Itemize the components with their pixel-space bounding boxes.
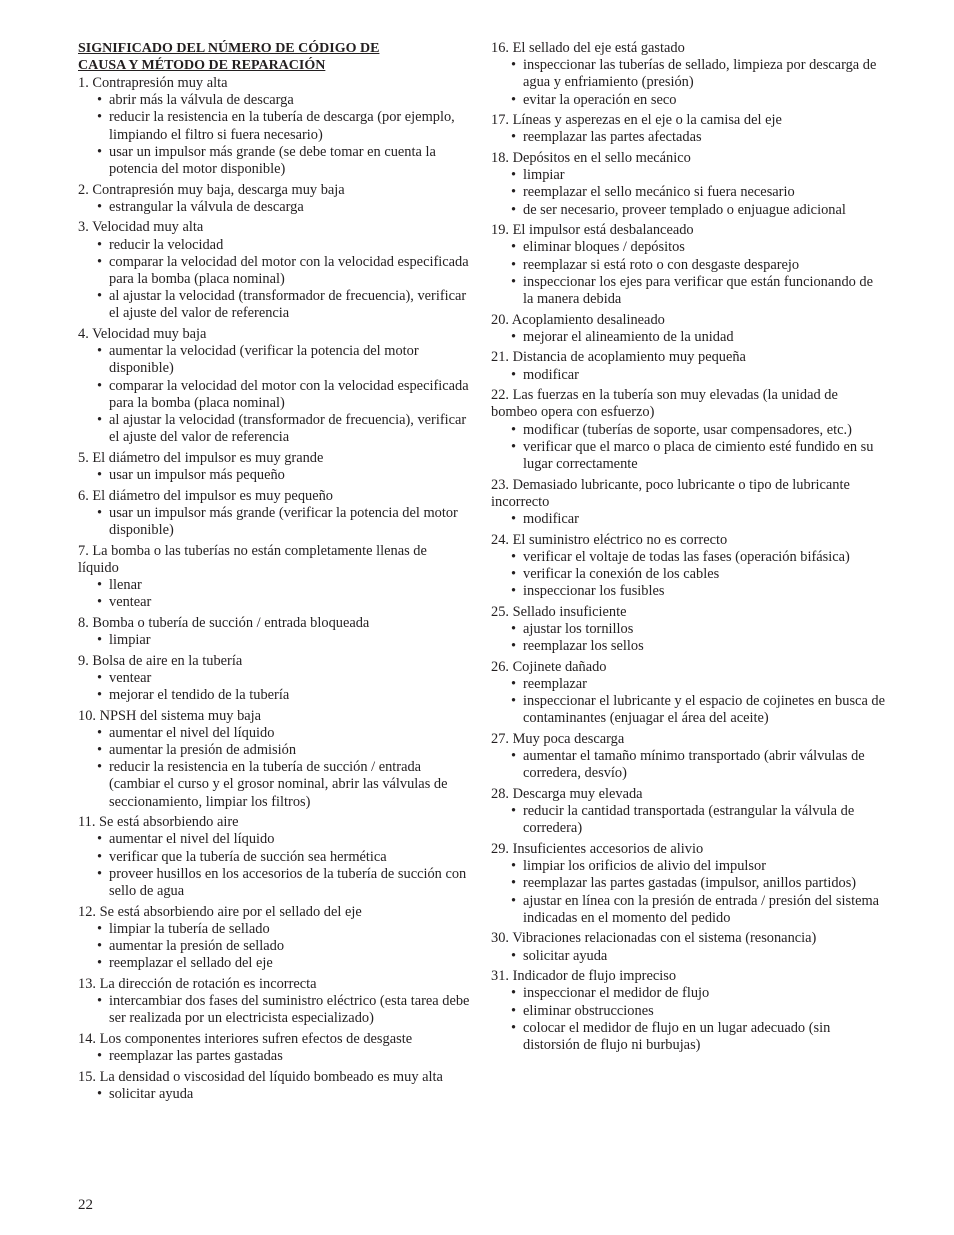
cause-title: 31. Indicador de flujo impreciso: [491, 968, 677, 985]
remedy-item: • mejorar el alineamiento de la unidad: [491, 329, 886, 346]
remedy-list: [491, 239, 886, 308]
cause-item: [491, 930, 886, 964]
cause-item: [491, 968, 886, 1054]
cause-title: 22. Las fuerzas en la tubería son muy elevadas (la unidad de bombeo opera con esfuerzo): [491, 387, 838, 421]
remedy-item: • reemplazar: [491, 676, 886, 693]
remedy-item: • inspeccionar las tuberías de sellado, limpieza por descarga de agua y enfriamiento (presión): [491, 57, 886, 91]
remedy-list: [78, 92, 470, 178]
cause-title: 23. Demasiado lubricante, poco lubricante o tipo de lubricante incorrecto: [491, 476, 850, 510]
remedy-item: • inspeccionar los ejes para verificar que están funcionando de la manera debida: [491, 274, 886, 308]
remedy-item: • reemplazar las partes afectadas: [491, 129, 886, 146]
remedy-item: • aumentar la presión de sellado: [78, 938, 470, 955]
remedy-item: • usar un impulsor más grande (se debe tomar en cuenta la potencia del motor disponible): [78, 144, 470, 178]
remedy-list: [78, 921, 470, 973]
cause-item: [78, 1031, 470, 1065]
remedy-item: • de ser necesario, proveer templado o enjuague adicional: [491, 202, 886, 219]
remedy-list: [78, 993, 470, 1027]
remedy-item: • modificar: [491, 511, 886, 528]
remedy-item: • limpiar: [78, 632, 470, 649]
cause-item: [78, 976, 470, 1028]
remedy-item: • comparar la velocidad del motor con la velocidad especificada para la bomba (placa nominal): [78, 378, 470, 412]
remedy-list: [491, 329, 886, 346]
remedy-item: • mejorar el tendido de la tubería: [78, 687, 470, 704]
cause-title: 14. Los componentes interiores sufren efectos de desgaste: [78, 1030, 413, 1047]
cause-title: 8. Bomba o tubería de succión / entrada bloqueada: [78, 614, 370, 631]
page-number: 22: [78, 1197, 93, 1213]
remedy-item: • colocar el medidor de flujo en un lugar adecuado (sin distorsión de flujo ni burbujas): [491, 1020, 886, 1054]
cause-item: [78, 182, 470, 216]
cause-item: [78, 653, 470, 705]
remedy-item: • inspeccionar los fusibles: [491, 583, 886, 600]
remedy-list: [491, 57, 886, 109]
cause-list-right: [491, 40, 886, 1054]
remedy-list: [78, 199, 470, 216]
remedy-item: • verificar que el marco o placa de cimiento esté fundido en su lugar correctamente: [491, 439, 886, 473]
cause-item: [78, 488, 470, 540]
remedy-item: • reducir la resistencia en la tubería de descarga (por ejemplo, limpiando el filtro si fuera necesario): [78, 109, 470, 143]
remedy-item: • reducir la cantidad transportada (estrangular la válvula de corredera): [491, 803, 886, 837]
cause-title: 10. NPSH del sistema muy baja: [78, 707, 262, 724]
cause-item: [78, 326, 470, 446]
cause-title: 29. Insuficientes accesorios de alivio: [491, 841, 704, 858]
cause-item: [491, 387, 886, 473]
cause-item: [491, 312, 886, 346]
remedy-item: • llenar: [78, 577, 470, 594]
remedy-item: • reducir la resistencia en la tubería de succión / entrada (cambiar el curso y el grosor nominal, abrir las válvulas de seccionamiento, limpiar los filtros): [78, 759, 470, 811]
cause-title: 21. Distancia de acoplamiento muy pequeña: [491, 349, 746, 366]
remedy-item: • limpiar: [491, 167, 886, 184]
cause-item: [491, 659, 886, 728]
cause-title: 1. Contrapresión muy alta: [78, 75, 228, 91]
cause-item: [78, 708, 470, 811]
remedy-item: • intercambiar dos fases del suministro eléctrico (esta tarea debe ser realizada por un electricista especializado): [78, 993, 470, 1027]
remedy-item: • solicitar ayuda: [491, 948, 886, 965]
remedy-item: • aumentar el nivel del líquido: [78, 831, 470, 848]
cause-item: [491, 150, 886, 219]
remedy-item: • eliminar bloques / depósitos: [491, 239, 886, 256]
remedy-list: [491, 422, 886, 474]
remedy-list: [491, 948, 886, 965]
cause-title: 20. Acoplamiento desalineado: [491, 311, 665, 328]
remedy-item: • usar un impulsor más grande (verificar la potencia del motor disponible): [78, 505, 470, 539]
remedy-list: [491, 985, 886, 1054]
remedy-item: • al ajustar la velocidad (transformador de frecuencia), verificar el ajuste del valor de referencia: [78, 288, 470, 322]
remedy-list: [78, 1048, 470, 1065]
remedy-list: [491, 858, 886, 927]
cause-title: 7. La bomba o las tuberías no están completamente llenas de líquido: [78, 542, 427, 576]
remedy-item: • reemplazar los sellos: [491, 638, 886, 655]
cause-item: [491, 604, 886, 656]
cause-list-left: [78, 75, 470, 1103]
remedy-list: [78, 577, 470, 611]
cause-title: 15. La densidad o viscosidad del líquido bombeado es muy alta: [78, 1068, 443, 1085]
cause-item: [491, 222, 886, 308]
cause-title: 16. El sellado del eje está gastado: [491, 40, 685, 56]
remedy-list: [78, 467, 470, 484]
remedy-item: • modificar: [491, 367, 886, 384]
remedy-item: • comparar la velocidad del motor con la velocidad especificada para la bomba (placa nominal): [78, 254, 470, 288]
cause-title: 6. El diámetro del impulsor es muy pequeño: [78, 487, 333, 504]
remedy-list: [491, 676, 886, 728]
remedy-item: • eliminar obstrucciones: [491, 1003, 886, 1020]
remedy-item: • proveer husillos en los accesorios de la tubería de succión con sello de agua: [78, 866, 470, 900]
cause-title: 19. El impulsor está desbalanceado: [491, 222, 694, 239]
section-heading: SIGNIFICADO DEL NÚMERO DE CÓDIGO DE CAUSA Y MÉTODO DE REPARACIÓN: [78, 41, 380, 73]
remedy-item: • limpiar la tubería de sellado: [78, 921, 470, 938]
remedy-item: • abrir más la válvula de descarga: [78, 92, 470, 109]
cause-title: 25. Sellado insuficiente: [491, 603, 627, 620]
cause-title: 28. Descarga muy elevada: [491, 786, 643, 803]
cause-item: [78, 615, 470, 649]
cause-item: [491, 731, 886, 783]
remedy-list: [78, 670, 470, 704]
cause-item: [491, 841, 886, 927]
cause-title: 11. Se está absorbiendo aire: [78, 814, 239, 831]
remedy-list: [78, 237, 470, 323]
remedy-list: [491, 167, 886, 219]
remedy-item: • evitar la operación en seco: [491, 92, 886, 109]
cause-item: [491, 786, 886, 838]
remedy-item: • reemplazar las partes gastadas: [78, 1048, 470, 1065]
remedy-list: [491, 549, 886, 601]
remedy-item: • verificar el voltaje de todas las fases (operación bifásica): [491, 549, 886, 566]
remedy-item: • reducir la velocidad: [78, 237, 470, 254]
cause-title: 12. Se está absorbiendo aire por el sellado del eje: [78, 903, 362, 920]
cause-item: [491, 532, 886, 601]
cause-title: 27. Muy poca descarga: [491, 731, 625, 748]
cause-item: [78, 1069, 470, 1103]
remedy-item: • modificar (tuberías de soporte, usar compensadores, etc.): [491, 422, 886, 439]
cause-item: [78, 450, 470, 484]
remedy-item: • aumentar el tamaño mínimo transportado (abrir válvulas de corredera, desvío): [491, 748, 886, 782]
remedy-item: • reemplazar si está roto o con desgaste desparejo: [491, 257, 886, 274]
cause-item: [78, 543, 470, 612]
remedy-list: [491, 748, 886, 782]
remedy-item: • reemplazar las partes gastadas (impulsor, anillos partidos): [491, 875, 886, 892]
remedy-list: [78, 632, 470, 649]
cause-title: 4. Velocidad muy baja: [78, 326, 207, 343]
cause-title: 13. La dirección de rotación es incorrecta: [78, 975, 317, 992]
remedy-item: • estrangular la válvula de descarga: [78, 199, 470, 216]
remedy-item: • reemplazar el sellado del eje: [78, 955, 470, 972]
right-column: [491, 40, 886, 1058]
remedy-item: • aumentar el nivel del líquido: [78, 725, 470, 742]
cause-title: 18. Depósitos en el sello mecánico: [491, 150, 691, 166]
remedy-item: • aumentar la velocidad (verificar la potencia del motor disponible): [78, 343, 470, 377]
remedy-item: • usar un impulsor más pequeño: [78, 467, 470, 484]
cause-item: [491, 349, 886, 383]
cause-title: 30. Vibraciones relacionadas con el sistema (resonancia): [491, 930, 817, 947]
remedy-item: • ventear: [78, 594, 470, 611]
remedy-item: • ajustar los tornillos: [491, 621, 886, 638]
cause-title: 2. Contrapresión muy baja, descarga muy baja: [78, 181, 345, 198]
cause-title: 5. El diámetro del impulsor es muy grande: [78, 449, 324, 466]
left-column: [78, 40, 470, 1106]
cause-title: 24. El suministro eléctrico no es correcto: [491, 531, 728, 548]
remedy-list: [491, 511, 886, 528]
remedy-item: • limpiar los orificios de alivio del impulsor: [491, 858, 886, 875]
remedy-item: • inspeccionar el lubricante y el espacio de cojinetes en busca de contaminantes (enjuagar el área del aceite): [491, 693, 886, 727]
remedy-list: [78, 343, 470, 446]
cause-item: [78, 814, 470, 900]
cause-item: [491, 40, 886, 109]
remedy-item: • al ajustar la velocidad (transformador de frecuencia), verificar el ajuste del valor de referencia: [78, 412, 470, 446]
cause-item: [78, 219, 470, 322]
cause-item: [491, 477, 886, 529]
cause-title: 17. Líneas y asperezas en el eje o la camisa del eje: [491, 112, 782, 129]
remedy-list: [491, 367, 886, 384]
remedy-list: [78, 831, 470, 900]
cause-title: 26. Cojinete dañado: [491, 658, 607, 675]
remedy-list: [491, 803, 886, 837]
remedy-list: [78, 1086, 470, 1103]
remedy-item: • ajustar en línea con la presión de entrada / presión del sistema indicadas en el momento del pedido: [491, 893, 886, 927]
remedy-item: • inspeccionar el medidor de flujo: [491, 985, 886, 1002]
cause-title: 9. Bolsa de aire en la tubería: [78, 652, 243, 669]
remedy-item: • ventear: [78, 670, 470, 687]
remedy-item: • verificar la conexión de los cables: [491, 566, 886, 583]
remedy-item: • aumentar la presión de admisión: [78, 742, 470, 759]
remedy-list: [491, 621, 886, 655]
remedy-item: • reemplazar el sello mecánico si fuera necesario: [491, 184, 886, 201]
remedy-list: [491, 129, 886, 146]
remedy-list: [78, 505, 470, 539]
remedy-item: • solicitar ayuda: [78, 1086, 470, 1103]
cause-item: [78, 904, 470, 973]
cause-item: [491, 112, 886, 146]
cause-item: [78, 75, 470, 178]
remedy-list: [78, 725, 470, 811]
remedy-item: • verificar que la tubería de succión sea hermética: [78, 849, 470, 866]
cause-title: 3. Velocidad muy alta: [78, 219, 204, 236]
